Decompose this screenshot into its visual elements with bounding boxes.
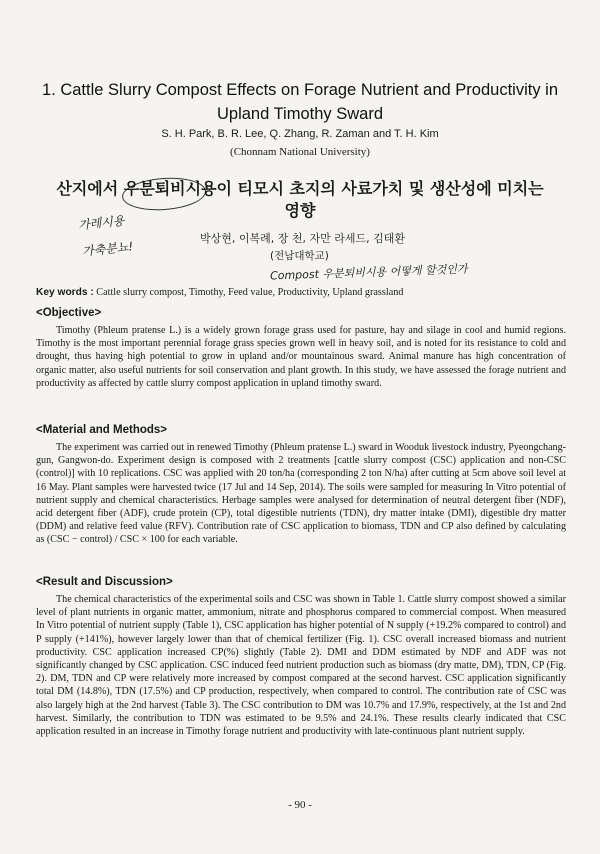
objective-paragraph: Timothy (Phleum pratense L.) is a widely grown forage grass used for pasture, hay and silage in cool and humid regions. Timothy is the most important perennial forage grass species grown well in heavy soil, and is noted for its resistance to cold and drought, thus having high potential to grow in upland and/or mountainous sward. Animal manure has high concentration of organic matter, also useful nutrients for soil conservation and plant growth. In this study, we have assessed the forage nutrient and productivity as affected by cattle slurry compost application in upland timothy sward.	[36, 325, 566, 389]
title-ko-line1: 산지에서 우분퇴비시용이 티모시 초지의 사료가치 및 생산성에 미치는	[56, 179, 544, 198]
keywords-line	[36, 287, 564, 298]
methods-paragraph: The experiment was carried out in renewed Timothy (Phleum pratense L.) sward in Wooduk livestock industry, Pyeongchang-gun, Gangwon-do. Experiment design is composed with 2 treatments [cattle slurry compost (CSC) application and non-CSC (control)] with 10 replications. CSC was applied with 20 ton/ha (corresponding 2 ton N/ha) after cutting at 5cm above soil level at 16 May. Plant samples were harvested twice (17 Jul and 14 Sep, 2014). The soils were sampled for measuring In Vitro potential of nutrient supply and chemical characteristics. Herbage samples were analysed for determination of neutral detergent fiber (NDF), acid detergent fiber (ADF), crude protein (CP), total digestible nutrients (TDN), dry matter intake (DMI), digestible dry matter (DDM) and relative feed value (RFV). Contribution rate of CSC application to biomass, TDN and CP also defined by calculating as (CSC − control) / CSC × 100 for each variable.	[36, 442, 566, 546]
keywords-text: Cattle slurry compost, Timothy, Feed value, Productivity, Upland grassland	[96, 287, 404, 298]
results-heading: <Result and Discussion>	[36, 576, 173, 588]
handwritten-note-left-1: 가레시용	[77, 213, 126, 233]
paper-title-en: 1. Cattle Slurry Compost Effects on Forage Nutrient and Productivity in Upland Timothy Sward	[41, 81, 558, 123]
methods-heading: <Material and Methods>	[36, 424, 168, 436]
keywords-label: Key words :	[36, 287, 94, 298]
title-ko-line2: 영향	[284, 201, 316, 220]
handwritten-note-right: Compost 우분퇴비시용 어떻게 할것인가	[269, 262, 468, 283]
authors-ko: 박상현, 이복례, 장 천, 자만 라세드, 김태환	[200, 232, 405, 245]
affiliation-en: (Chonnam National University)	[230, 146, 370, 158]
authors-en: S. H. Park, B. R. Lee, Q. Zhang, R. Zaman and T. H. Kim	[161, 128, 439, 140]
page-number: - 90 -	[288, 799, 312, 811]
affiliation-ko: (전남대학교)	[270, 250, 329, 262]
results-paragraph: The chemical characteristics of the experimental soils and CSC was shown in Table 1. Cattle slurry compost showed a similar level of plant nutrients in organic matter, ammonium, nitrate and phosphorus compared to commercial compost. When measured In Vitro potential of nutrient supply (Table 1), CSC application has higher potential of N supply (+19.2% compared to control) and P supply (+141%), however largely lower than that of chemical fertilizer (Fig. 1). CSC overall increased biomass and nutrient productivity. CSC application increased CP(%) slightly (Table 2). DMI and DDM estimated by NDF and ADF was not significantly changed by CSC application. CSC induced feed nutrient production such as biomass (dry matte, DM), TDN, CP (Fig. 2). DM, TDN and CP were relatively more increased by compost compared at the second harvest. CSC application significantly total DM (14.8%), TDN (17.5%) and CP production, respectively, when compared to control. The contribution rate of CSC was also largely high at the 2nd harvest (Table 3). The CSC contribution to DM was 10.7% and 17.9%, respectively, at the 1st and 2nd harvest. Similarly, the contribution to TDN was estimated to be 9.5% and 24.1%. These results clearly indicated that CSC application resulted in an increase in Timothy forage nutrient and productivity with late-continuous plant nutrient supply.	[36, 594, 566, 738]
objective-heading: <Objective>	[36, 307, 102, 319]
handwritten-note-left-2: 가축분뇨!	[81, 239, 134, 259]
